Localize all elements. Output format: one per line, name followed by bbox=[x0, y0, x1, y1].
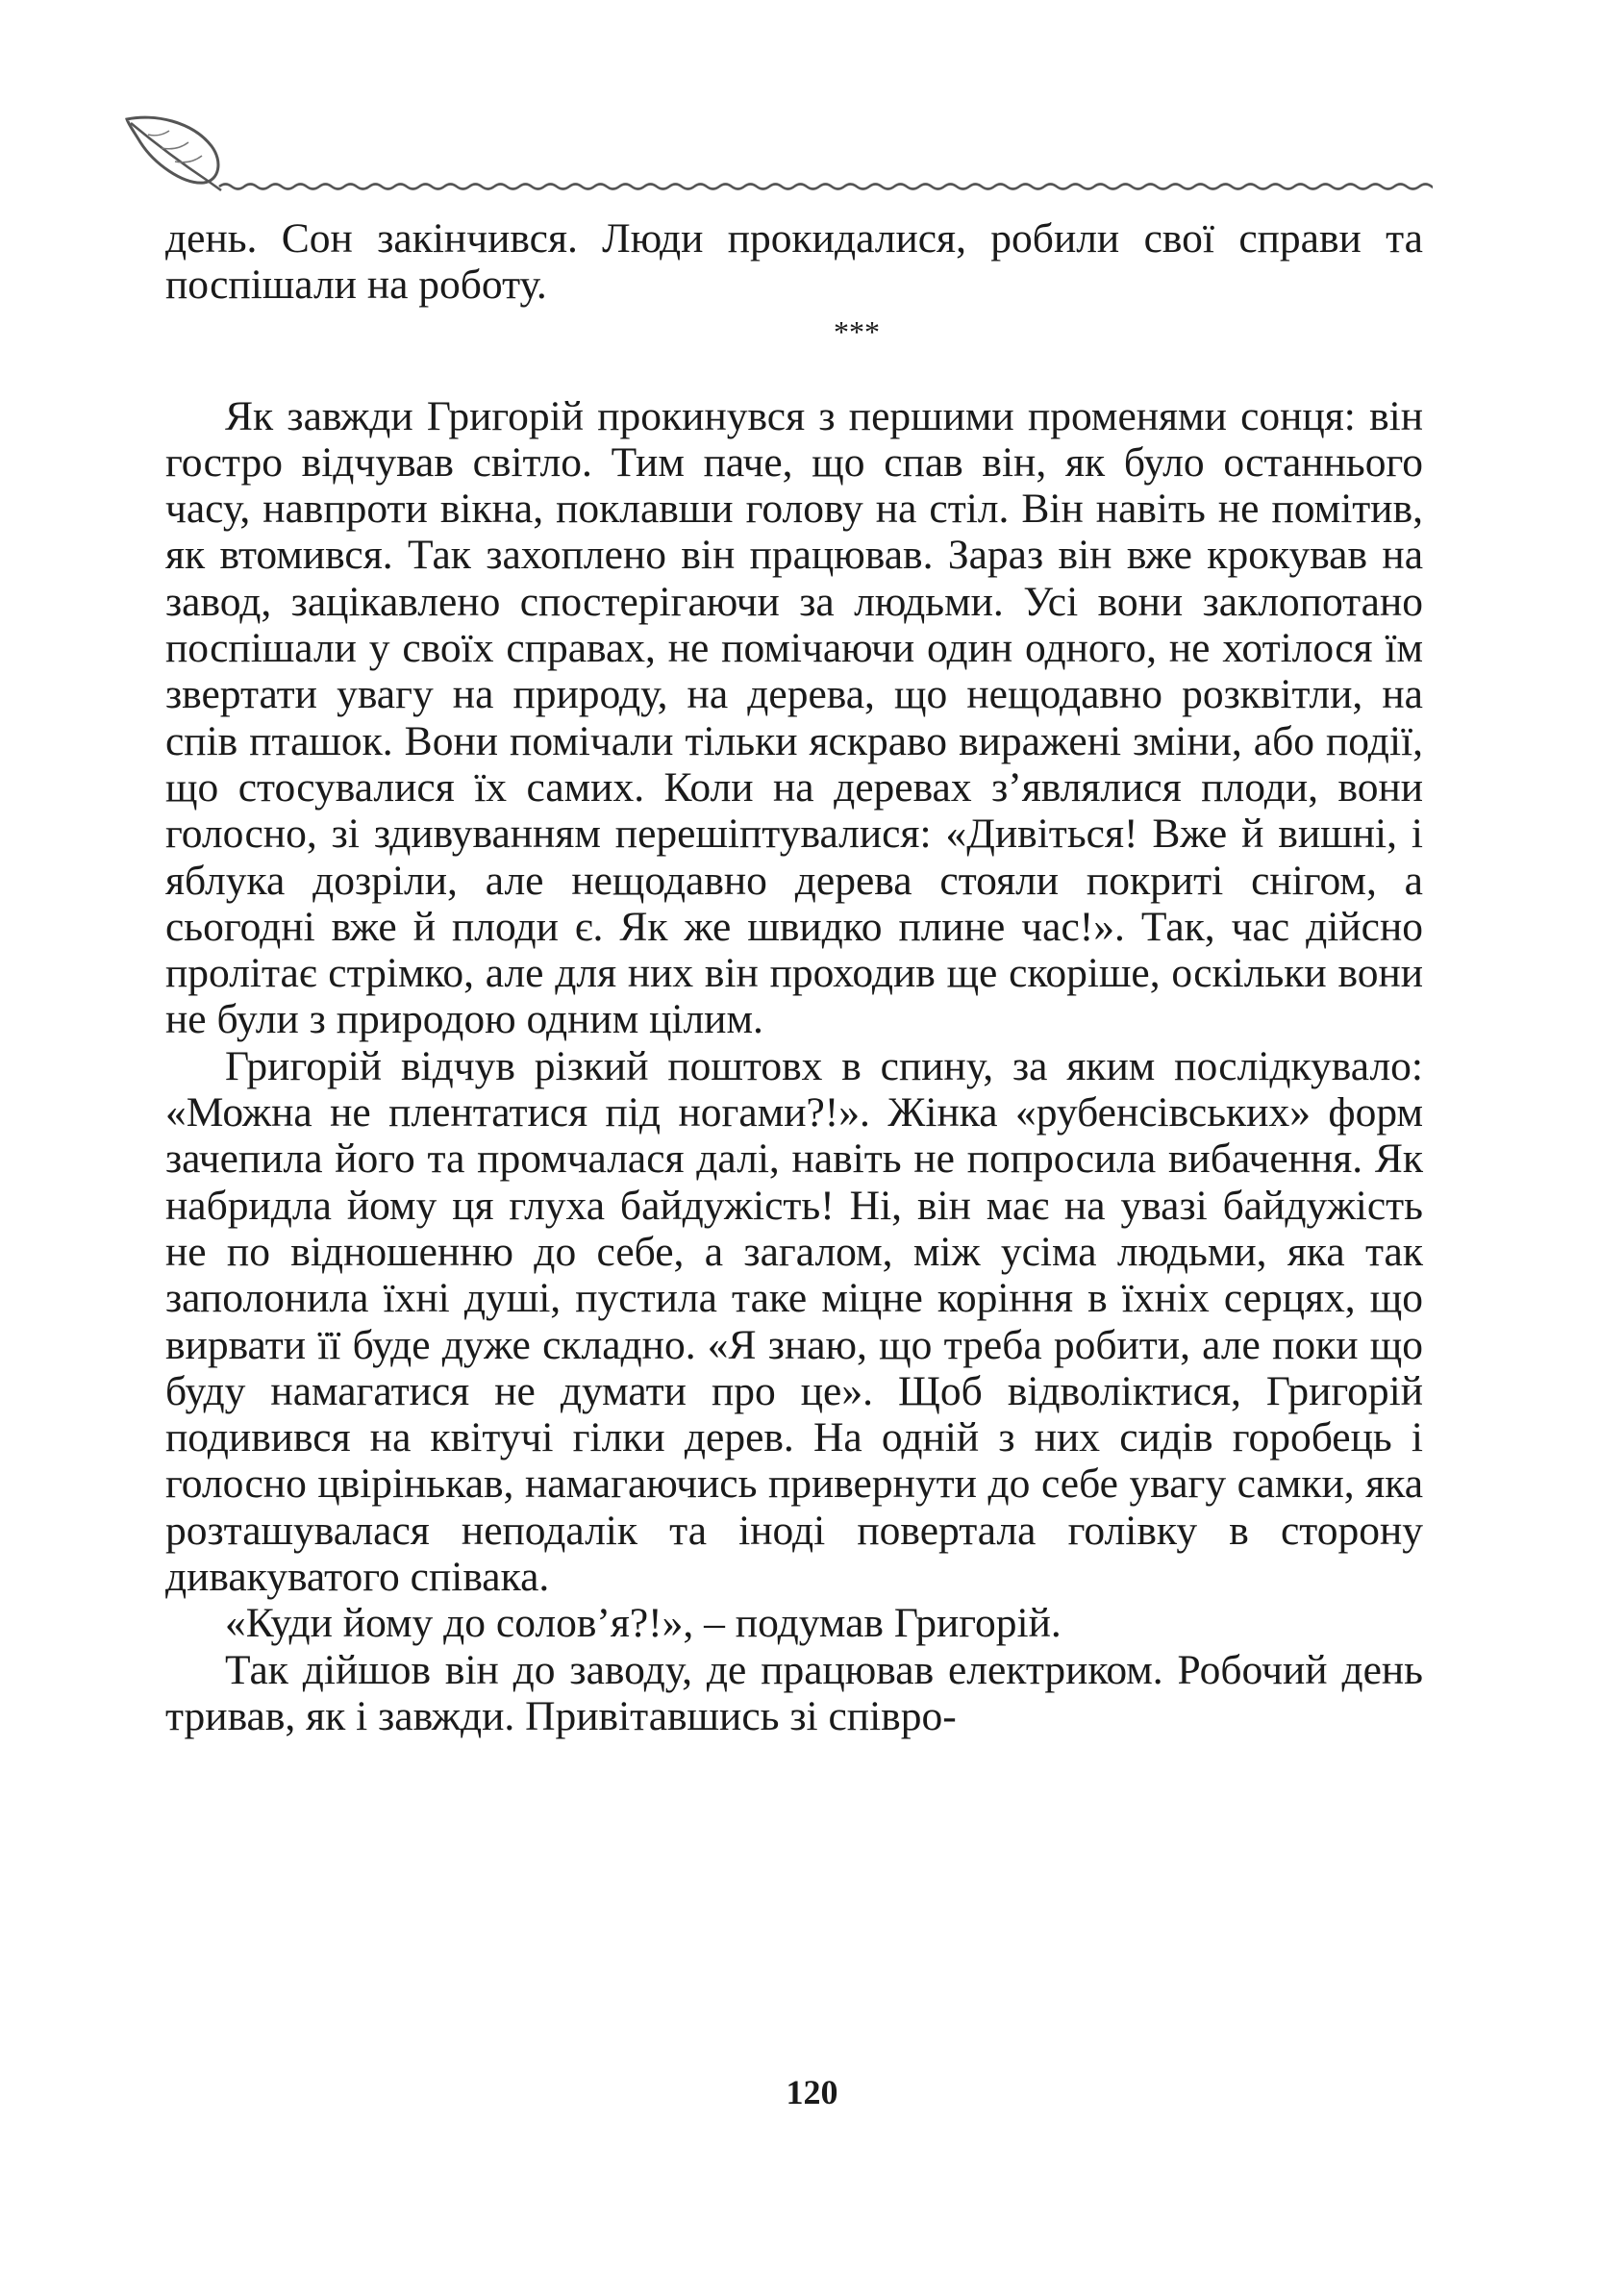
paragraph: Так дійшов він до заводу, де працював електриком. Робочий день тривав, як і завжди. Привітавшись зі співро- bbox=[165, 1646, 1423, 1739]
paragraph: Як завжди Григорій прокинувся з першими променями сонця: він гостро відчував світло. Тим паче, що спав він, як було останнього часу, навпроти вікна, поклавши голову на стіл. Він навіть не помітив, як втомився. Так захоплено він працював. Зараз він вже крокував на завод, зацікавлено спостерігаючи за людьми. Усі вони заклопотано поспішали у своїх справах, не помічаючи один одного, не хотілося їм звертати увагу на природу, на дерева, що нещодавно розквітли, на спів пташок. Вони помічали тільки яскраво виражені зміни, або події, що стосувалися їх самих. Коли на деревах з’являлися плоди, вони голосно, зі здивуванням перешіптувалися: «Дивіться! Вже й вишні, і яблука дозріли, але нещодавно дерева стояли покриті снігом, а сьогодні вже й плоди є. Як же швидко плине час!». Так, час дійсно пролітає стрімко, але для них він проходив ще скоріше, оскільки вони не були з природою одним цілим. bbox=[165, 392, 1423, 1043]
wavy-divider bbox=[219, 185, 1433, 189]
section-gap bbox=[165, 355, 1423, 393]
feather-icon bbox=[127, 117, 221, 190]
section-separator: *** bbox=[834, 313, 880, 349]
paragraph-continuation: день. Сон закінчився. Люди прокидалися, робили свої справи та поспішали на роботу. bbox=[165, 215, 1423, 309]
page-number: 120 bbox=[786, 2073, 838, 2111]
paragraph: «Куди йому до солов’я?!», – подумав Григорій. bbox=[225, 1600, 1062, 1647]
paragraph: Григорій відчув різкий поштовх в спину, за яким послідкувало: «Можна не плентатися під ногами?!». Жінка «рубенсівських» форм зачепила його та промчалася далі, навіть не попросила вибачення. Як набридла йому ця глуха байдужість! Ні, він має на увазі байдужість не по відношенню до себе, а загалом, між усіма людьми, яка так заполонила їхні душі, пустила таке міцне коріння в їхніх серцях, що вирвати її буде дуже складно. «Я знаю, що треба робити, але поки що буду намагатися не думати про це». Щоб відволіктися, Григорій подивився на квітучі гілки дерев. На одній з них сидів горобець і голосно цвірінькав, намагаючись привернути до себе увагу самки, яка розташувалася неподалік та іноді повертала голівку в сторону дивакуватого співака. bbox=[165, 1042, 1423, 1601]
body-text bbox=[165, 215, 1423, 1739]
header-ornament bbox=[115, 106, 1433, 202]
